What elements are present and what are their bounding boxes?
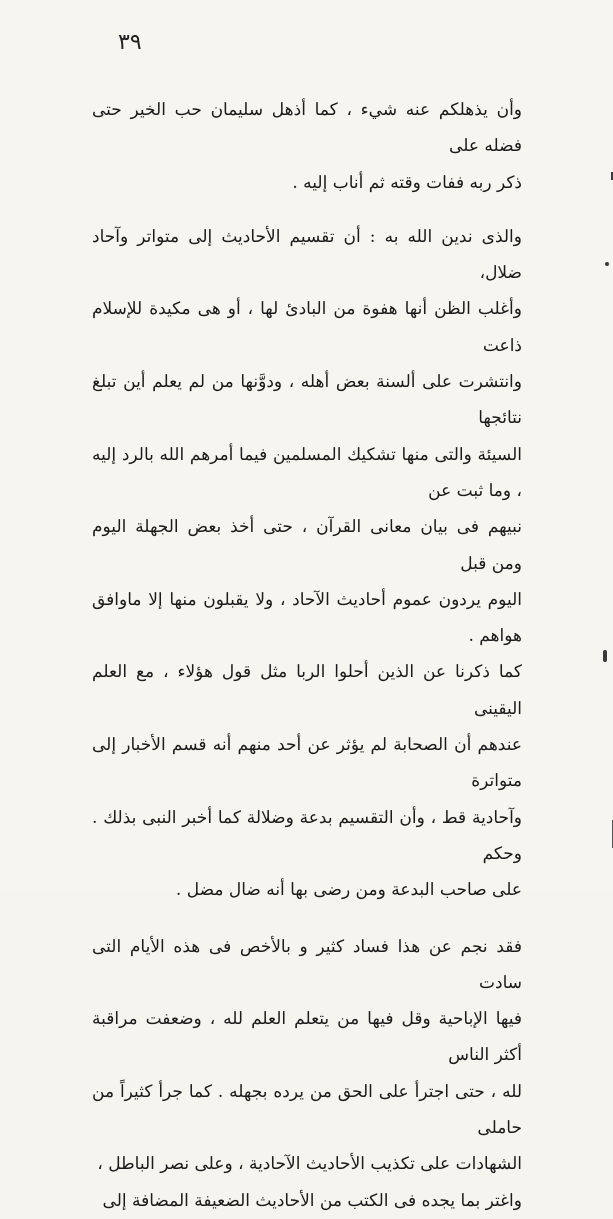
paragraph-3: فقد نجم عن هذا فساد كثير و بالأخص فى هذه الأيام التى سادت فيها الإباحية وقل فيها من يتعلم العلم لله ، وضعفت مراقبة أكثر الناس لله ، حتى اجترأ على الحق من يرده بجهله . كما جرأ كثيراً من حاملى الشهادات على تكذيب الأحاديث الآحادية ، وعلى نصر الباطل ، واغتر بما يجده فى الكتب من الأحاديث الضعيفة المضافة إلى: [92, 936, 522, 1211]
page-content: [92, 92, 522, 1219]
scan-dot: [605, 262, 609, 266]
scan-smudge: [603, 650, 607, 662]
paragraph-1: وأن يذهلكم عنه شيء ، كما أذهل سليمان حب الخير حتى فضله على ذكر ربه ففات وقته ثم أناب إليه .: [92, 100, 522, 193]
paragraph-2: والذى ندين الله به : أن تقسيم الأحاديث إلى متواتر وآحاد ضلال، وأغلب الظن أنها هفوة من البادئ لها ، أو هى مكيدة للإسلام ذاعت وانتشرت على ألسنة بعض أهله ، ودوَّنها من لم يعلم أين تبلغ نتائجها السيئة والتى منها تشكيك المسلمين فيما أمرهم الله بالرد إليه ، وما ثبت عن نبيهم فى بيان معانى القرآن ، حتى أخذ بعض الجهلة اليوم ومن قبل اليوم يردون عموم أحاديث الآحاد ، ولا يقبلون منها إلا ماوافق هواهم . كما ذكرنا عن الذين أحلوا الربا مثل قول هؤلاء ، مع العلم اليقينى عندهم أن الصحابة لم يؤثر عن أحد منهم أنه قسم الأخبار إلى متواترة وآحادية قط ، وأن التقسيم بدعة وضلالة كما أخبر النبى بذلك . وحكم على صاحب البدعة ومن رضى بها أنه ضال مضل .: [92, 226, 522, 901]
page-number: ٣٩: [118, 30, 142, 55]
